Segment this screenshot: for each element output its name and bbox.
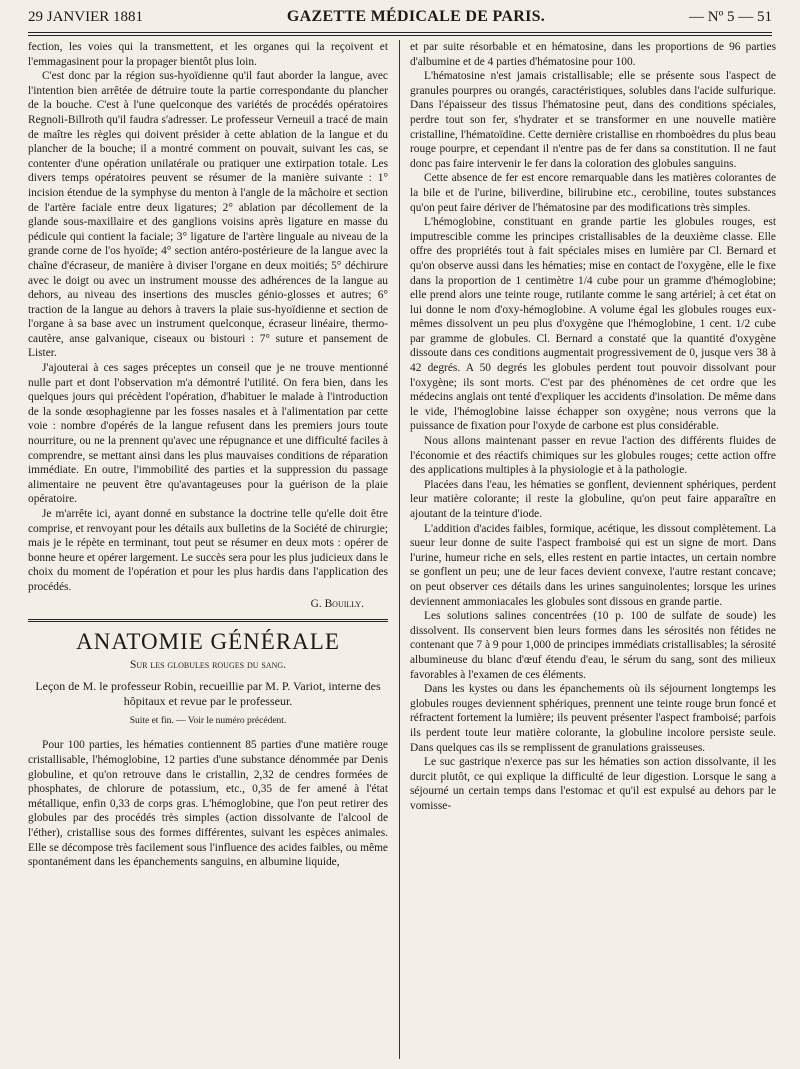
section-title: ANATOMIE GÉNÉRALE xyxy=(76,629,340,655)
paragraph: L'addition d'acides faibles, formique, acétique, les dissout complètement. La sueur leur donne de suite l'aspect framboisé qui est un signe de mort. Dans l'urine, humeur riche en sels, elles restent en partie intactes, un certain nombre se gonflent un peu; une de leur faces devient convexe, l'autre restant concave; on peut observer ces détails dans les urines sanguinolentes; lorsque les urines deviennent ammoniacales les globules sont dissous en grande partie. xyxy=(410,522,776,608)
paragraph: fection, les voies qui la transmettent, et les organes qui la reçoivent et l'emmagasinent pour la propager bientôt plus loin. xyxy=(28,41,388,68)
continuation-note: Suite et fin. — Voir le numéro précédent. xyxy=(129,715,287,726)
header-page-number: — Nº 5 — 51 xyxy=(689,9,772,25)
paragraph: Les solutions salines concentrées (10 p. 100 de sulfate de soude) les dissolvent. Ils conservent bien leurs formes dans les sérosités non fétides ne contenant que 7 à 9 pour 1,000 de principes immédiats cristallisables; la sérosité albumineuse du blanc d'œuf étendu d'eau, le sérum du sang, sont des milieux favorables à l'examen de ces éléments. xyxy=(410,610,776,681)
paragraph: C'est donc par la région sus-hyoïdienne qu'il faut aborder la langue, avec l'intention bien arrêtée de détruire toute la partie correspondante du plancher de la bouche. C'est à l'une quelconque des variétés de procédés opératoires Regnoli-Billroth qu'il faudra s'adresser. Le professeur Verneuil a tracé de main de maître les règles qui doivent présider à cette ablation de la langue et du plancher de la bouche; il a montré comment on pouvait, suivant les cas, se contenter d'une opération unilatérale ou pratiquer une extirpation totale. Les divers temps opératoires peuvent se résumer de la manière suivante : 1° incision étendue de la symphyse du menton à l'angle de la mâchoire et section de l'artère faciale entre deux ligatures; 2° ablation par décollement de la glande sous-maxillaire et des ganglions voisins après ligature en masse du pédicule qui contient la faciale; 3° ligature de l'artère linguale au niveau de la grande corne de l'os hyoïde; 4° section antéro-postérieure de la langue avec la chaîne d'écraseur, de manière à diviser l'organe en deux moitiés; 5° déchirure avec le doigt ou avec un instrument mousse des adhérences de la langue au dehors, au niveau des insertions des muscles génio-glosses et autres; 6° traction de la langue au dehors à travers la plaie sus-hyoïdienne et section de l'organe à sa base avec un instrument quelconque, écraseur linéaire, thermo-cautère, anse galvanique, ciseaux ou bistouri : 7° suture et pansement de Lister. xyxy=(28,70,388,360)
paragraph: Cette absence de fer est encore remarquable dans les matières colorantes de la bile et de l'urine, biliverdine, bilirubine etc., cerobiline, toutes substances qu'on peut faire dériver de l'hématosine par des modifications très simples. xyxy=(410,172,776,214)
lecture-credit: Leçon de M. le professeur Robin, recueillie par M. P. Variot, interne des hôpitaux et revue par le professeur. xyxy=(35,678,381,708)
author-signature: G. Bouilly. xyxy=(310,597,364,610)
paragraph: et par suite résorbable et en hématosine, dans les proportions de 96 parties d'albumine et de 4 parties d'hématosine pour 100. xyxy=(410,41,776,68)
paragraph: L'hématosine n'est jamais cristallisable; elle se présente sous l'aspect de granules pourpres ou orangés, caractéristiques, solubles dans l'acide sulfurique. Dans l'épaisseur des tissus l'hématosine peut, dans des conditions spéciales, perdre tout son fer, s'hydrater et se transformer en une nouvelle matière cristalline, l'hématoïdine. Cette dernière cristallise en rhomboèdres du plus beau rouge pourpre, et cependant il n'entre pas de fer dans sa constitution. Il ne faut donc pas faire intervenir le fer dans la coloration des globules sanguins. xyxy=(410,70,776,170)
paragraph: Placées dans l'eau, les hématies se gonflent, deviennent sphériques, perdent leur matière colorante; il reste la globuline, qu'on peut faire apparaître en ajoutant de la teinture d'iode. xyxy=(410,478,776,520)
left-column xyxy=(28,40,388,1061)
paragraph: Je m'arrête ici, ayant donné en substance la doctrine telle qu'elle doit être comprise, et renvoyant pour les détails aux bulletins de la Société de chirurgie; mais je le répète en terminant, tout peut se résumer en deux mots : opérer de bonne heure et opérer largement. Le succès sera pour les plus judicieux dans le choix du moment de l'opération et pour les plus hardis dans l'application des procédés. xyxy=(28,508,388,593)
masthead-title: GAZETTE MÉDICALE DE PARIS. xyxy=(286,8,546,25)
section-rule-thin xyxy=(28,621,388,622)
paragraph: Dans les kystes ou dans les épanchements où ils séjournent longtemps les globules rouges deviennent sphériques, prennent une teinte rouge brun foncé et réfractent fortement la lumière; ils peuvent présenter l'aspect framboisé; parfois ils perdent toute leur matière colorante, la globuline incolore persiste seule. Dans quelques cas ils se remplissent de granulations graisseuses. xyxy=(410,683,776,754)
section-subtitle: Sur les globules rouges du sang. xyxy=(129,659,287,672)
paragraph: Le suc gastrique n'exerce pas sur les hématies son action dissolvante, il les durcit plutôt, ce qui explique la difficulté de leur digestion. Lorsque le sang a séjourné un certain temps dans l'estomac et qu'il est expulsé au dehors par le vomisse- xyxy=(410,756,776,812)
right-column xyxy=(410,40,776,1061)
header-rule xyxy=(28,32,772,33)
paragraph: Nous allons maintenant passer en revue l'action des différents fluides de l'économie et des réactifs chimiques sur les globules rouges; cette action offre des applications multiples à la physiologie et à la pathologie. xyxy=(410,435,776,477)
header-date: 29 JANVIER 1881 xyxy=(28,9,143,25)
section-rule xyxy=(28,619,388,620)
paragraph: Pour 100 parties, les hématies contiennent 85 parties d'une matière rouge cristallisable, l'hémoglobine, 12 parties d'une substance dénommée par Denis globuline, et qu'on retrouve dans le cristallin, 2,32 de cendres formées de phosphates, de chlorure de potassium, etc., 0,35 de fer amené à l'état métallique, enfin 0,33 de corps gras. L'hémoglobine, que l'on peut retirer des globules par des procédés très simples (action dissolvante de l'alcool de l'éther), cristallise sous des formes différentes, suivant les espèces animales. Elle se décompose très facilement sous l'influence des acides faibles, ou même spontanément dans les épanchements sanguins, en albumine liquide, xyxy=(28,739,388,869)
paragraph: L'hémoglobine, constituant en grande partie les globules rouges, est imputrescible comme les principes cristallisables de la deuxième classe. Elle offre des propriétés tout à fait spéciales mises en lumière par Cl. Bernard et qu'on observe aussi dans les hématies; mise en contact de l'oxygène, elle le fixe dans la proportion de 1 centimètre 1/4 cube pour un gramme d'hémoglobine; elle prend alors une teinte rouge, rutilante comme le sang artériel; à cet état on lui donne le nom d'oxy-hémoglobine. A volume égal les globules rouges eux-mêmes dissolvent un peu plus d'oxygène que l'hémoglobine, 1 cent. 1/2 cube par gramme de globules. Cl. Bernard a constaté que la quantité d'oxygène dissoute dans ces conditions augmentait progressivement de 0, jusque vers 38 à 42 degrés. A 50 degrés les globules perdent tout pouvoir dissolvant pour l'oxygène; ils sont morts. C'est par des phénomènes de cet ordre que les médecins anglais ont tenté d'expliquer les accidents d'insolation. De même dans le vide, l'hémoglobine laisse échapper son oxygène; nous verrons que la puissance de fixation pour l'oxyde de carbone est plus considérable. xyxy=(410,216,776,433)
column-divider xyxy=(399,40,400,1059)
header-rule-thin xyxy=(28,35,772,36)
paragraph: J'ajouterai à ces sages préceptes un conseil que je ne trouve mentionné nulle part et dont l'observation m'a démontré l'utilité. On fera bien, dans les quelques jours qui précèdent l'opération, d'habituer le malade à l'introduction de la sonde œsophagienne par les fosses nasales et à l'alimentation par cette voie : nombre d'opérés de la langue refusent dans les premiers jours toute nourriture, ou ne la prennent qu'avec une répugnance et une difficulté faciles à comprendre, se mettant ainsi dans les plus mauvaises conditions de réparation immédiate. En outre, l'immobilité des parties et la suppression du passage alimentaire ne peuvent être qu'avantageuses pour la guérison de la plaie opératoire. xyxy=(28,362,388,506)
page-header xyxy=(28,8,772,30)
